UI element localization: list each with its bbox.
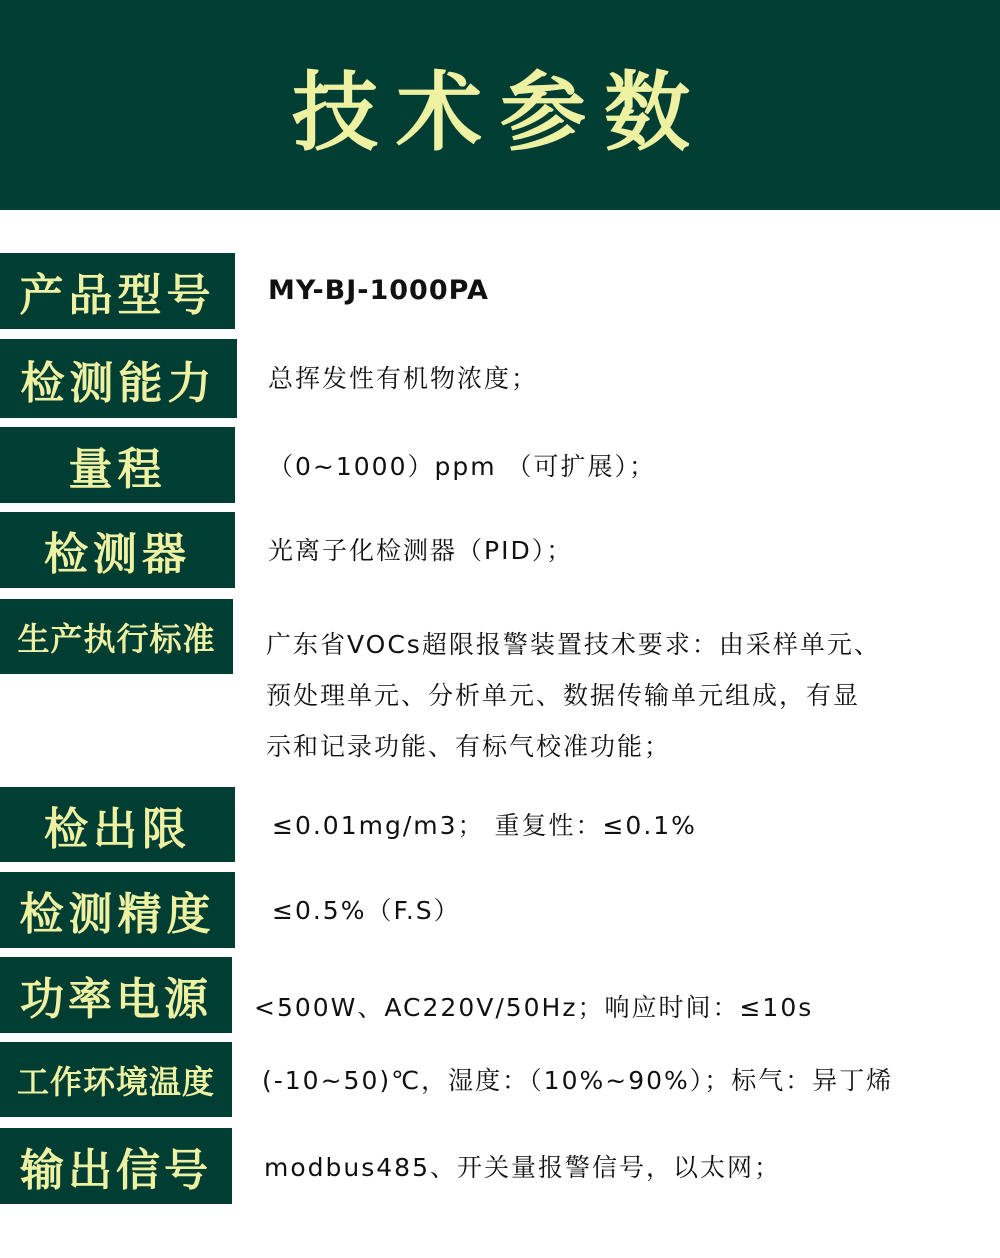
spec-label: 产品型号: [0, 253, 235, 329]
spec-label: 功率电源: [0, 957, 232, 1033]
spec-label: 检测精度: [0, 872, 235, 948]
page-title: 技术参数: [292, 63, 708, 163]
spec-value: MY-BJ-1000PA: [268, 275, 489, 306]
spec-value: （0~1000）ppm （可扩展）；: [268, 452, 657, 481]
spec-value-line: 预处理单元、分析单元、数据传输单元组成，有显: [266, 681, 861, 710]
spec-label: 输出信号: [0, 1128, 232, 1204]
spec-value: <500W、AC220V/50Hz；响应时间：≤10s: [254, 993, 814, 1022]
spec-row-range: [0, 427, 1000, 503]
spec-value: 光离子化检测器（PID）；: [268, 536, 574, 565]
spec-value: ≤0.5%（F.S）: [272, 896, 461, 925]
spec-value: [266, 619, 966, 772]
header-banner: [0, 0, 1000, 210]
spec-label: 检出限: [0, 787, 235, 862]
spec-value: modbus485、开关量报警信号，以太网；: [264, 1153, 781, 1182]
spec-row-detector: [0, 512, 1000, 588]
spec-row-accuracy: [0, 872, 1000, 948]
spec-value-line: 示和记录功能、有标气校准功能；: [266, 732, 672, 761]
spec-row-standard: [0, 599, 1000, 779]
spec-row-model: [0, 253, 1000, 329]
spec-row-environment: [0, 1042, 1000, 1117]
spec-label: 生产执行标准: [0, 599, 233, 674]
spec-label: 工作环境温度: [0, 1042, 232, 1117]
spec-row-power: [0, 957, 1000, 1033]
spec-label: 检测能力: [0, 339, 237, 418]
spec-value-line: 广东省VOCs超限报警装置技术要求：由采样单元、: [266, 630, 881, 659]
spec-row-output: [0, 1128, 1000, 1204]
spec-value: (-10~50)℃，湿度：（10%~90%）；标气：异丁烯: [262, 1066, 894, 1095]
spec-value: 总挥发性有机物浓度；: [268, 364, 539, 393]
spec-label: 量程: [0, 427, 235, 503]
spec-row-detection-limit: [0, 787, 1000, 862]
spec-label: 检测器: [0, 512, 235, 588]
spec-row-capability: [0, 339, 1000, 418]
spec-value: ≤0.01mg/m3； 重复性：≤0.1%: [272, 811, 697, 840]
